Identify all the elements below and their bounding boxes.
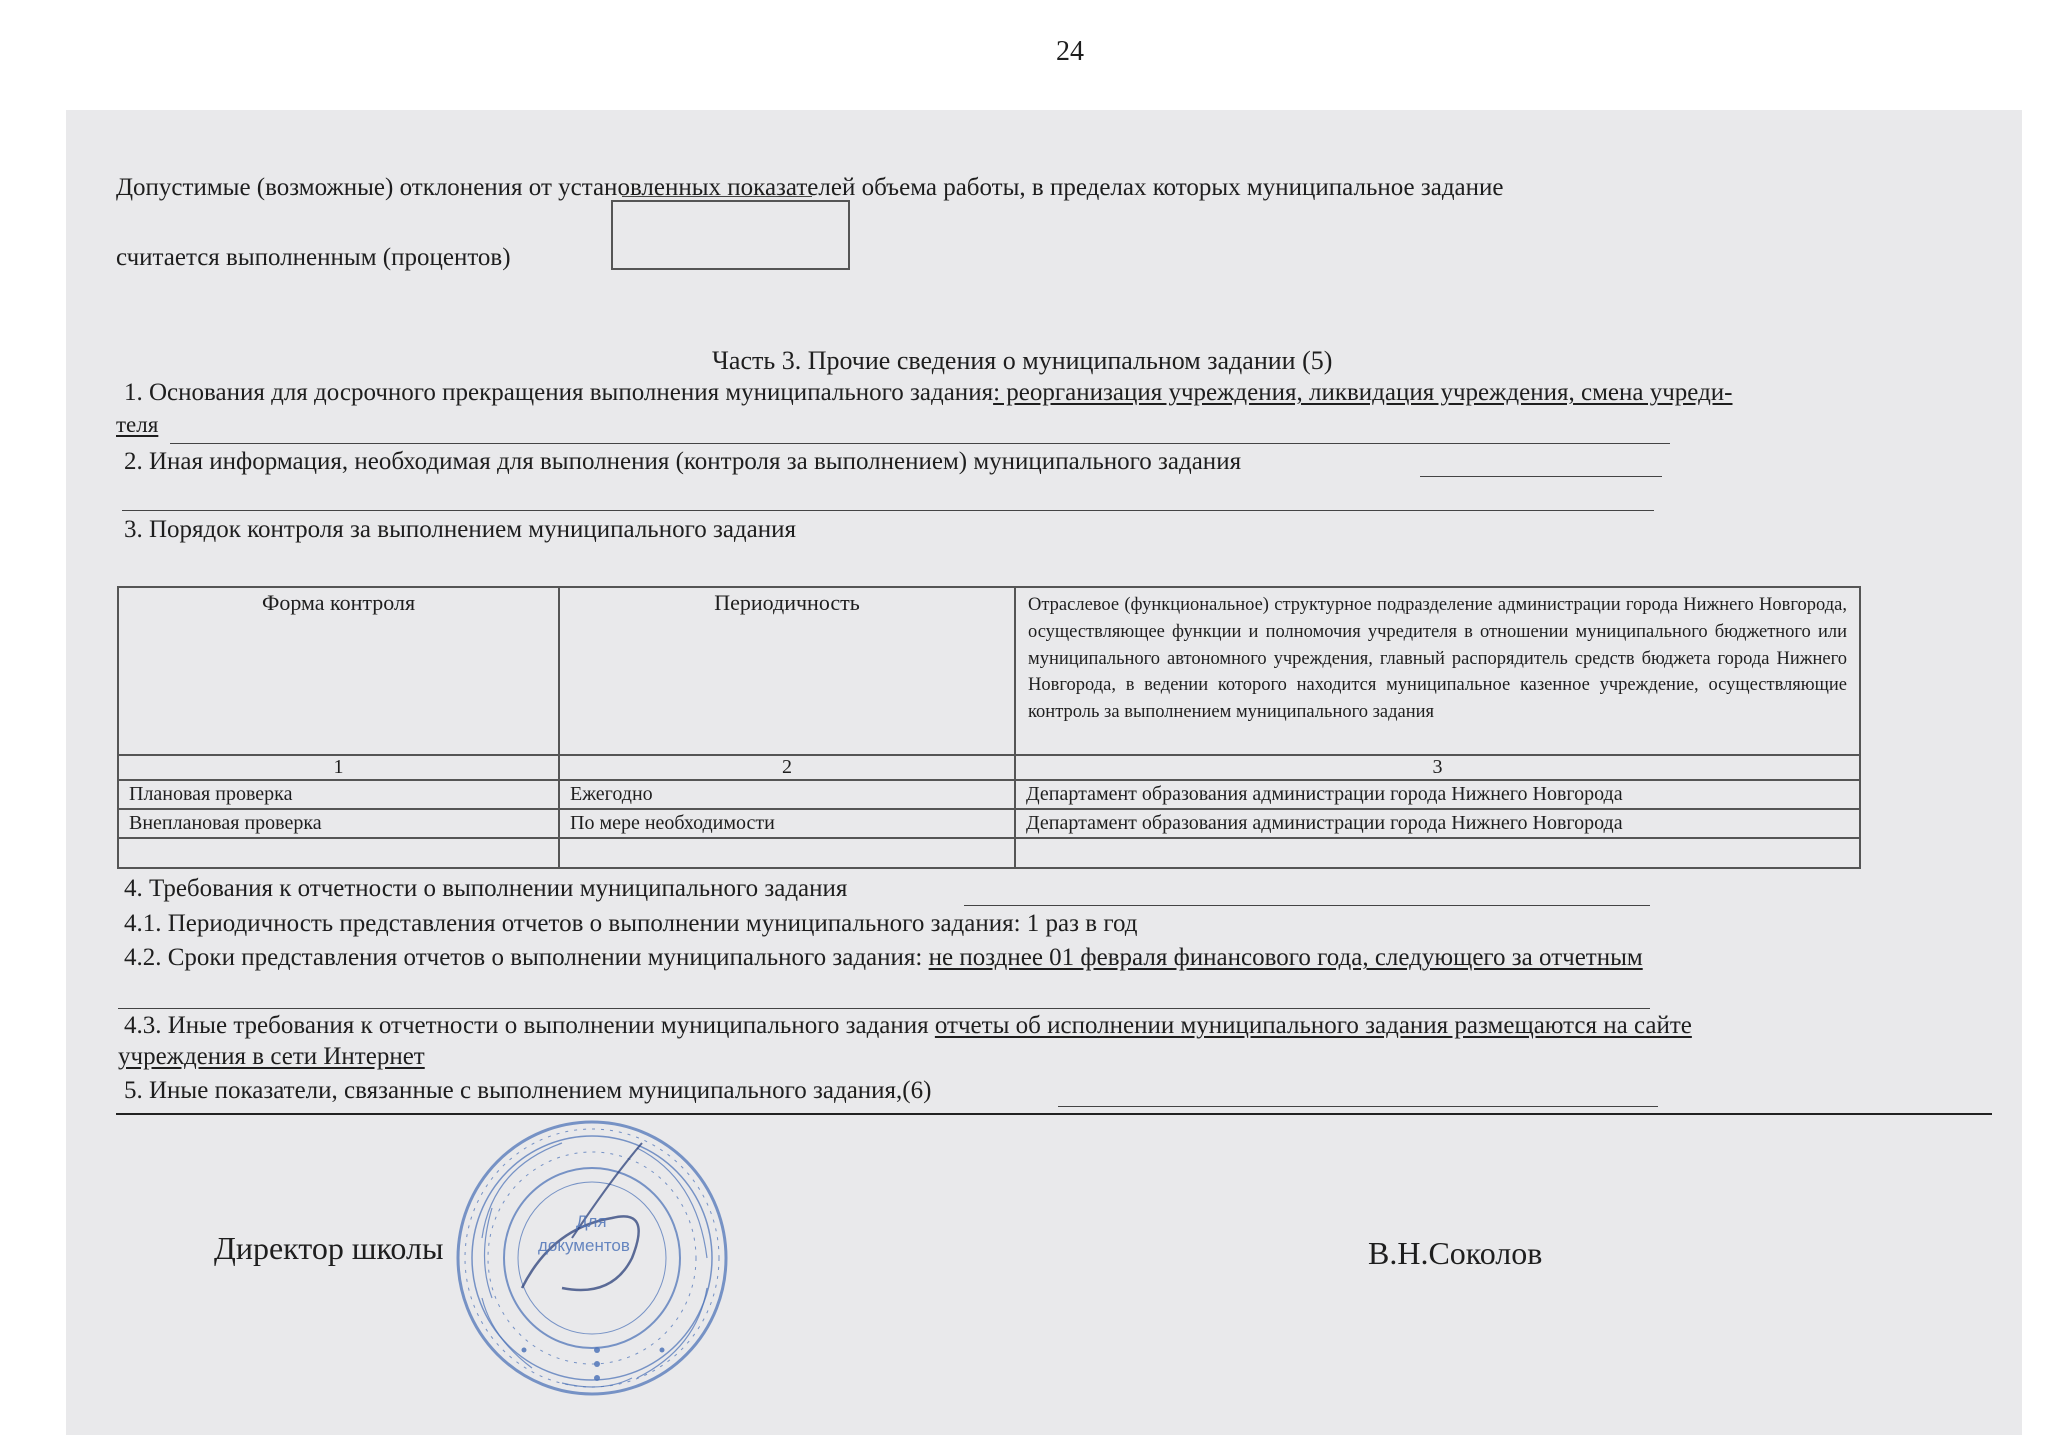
part3-item2-rule — [122, 510, 1654, 511]
part3-item1-value-cont: теля — [116, 412, 159, 437]
control-table-header-department: Отраслевое (функциональное) структурное подразделение администрации города Нижнего Новгорода, осуществляющее функции и полномочия учредителя в отношении муниципального бюджетного или муниципального автономного учреждения, главный распорядитель средств бюджета города Нижнего Новгорода, в ведении которого находится муниципальное казенное учреждение, осуществляющие контроль за выполнением муниципального задания — [1015, 587, 1860, 755]
control-table-header-periodicity: Периодичность — [559, 587, 1015, 755]
control-table-header-form: Форма контроля — [118, 587, 559, 755]
table-cell: Плановая проверка — [118, 780, 559, 809]
reporting-item4-2-label: 4.2. Сроки представления отчетов о выполнении муниципального задания: — [124, 944, 929, 971]
reporting-bottom-rule — [116, 1113, 1992, 1115]
control-table — [117, 586, 1861, 869]
deviation-percent-box[interactable] — [611, 200, 850, 270]
part3-item2-fill-rule — [1420, 476, 1662, 477]
part3-item1-rule — [170, 443, 1670, 444]
table-cell — [1015, 838, 1860, 868]
stamp-text-2: документов — [538, 1236, 630, 1255]
control-table-header-row — [118, 587, 1860, 755]
table-cell: Департамент образования администрации города Нижнего Новгорода — [1015, 809, 1860, 838]
reporting-item4-1: 4.1. Периодичность представления отчетов о выполнении муниципального задания: 1 раз в год — [124, 910, 1138, 937]
deviation-text-line2: считается выполненным (процентов) — [116, 244, 511, 271]
table-row — [118, 809, 1860, 838]
signer-name: В.Н.Соколов — [1368, 1235, 1543, 1271]
part3-title: Часть 3. Прочие сведения о муниципальном задании (5) — [712, 346, 1333, 375]
part3-item3-label: 3. Порядок контроля за выполнением муниципального задания — [124, 516, 797, 543]
part3-item1 — [124, 379, 1733, 407]
table-cell — [118, 838, 559, 868]
reporting-item4-3-label: 4.3. Иные требования к отчетности о выполнении муниципального задания — [124, 1012, 935, 1039]
page-number: 24 — [1056, 36, 1084, 67]
reporting-item4-3-value: отчеты об исполнении муниципального задания размещаются на сайте — [934, 1012, 1692, 1039]
reporting-item4-2-rule — [118, 1008, 1650, 1009]
part3-item1-label: 1. Основания для досрочного прекращения выполнения муниципального задания — [124, 379, 994, 406]
part3-item2-label: 2. Иная информация, необходимая для выполнения (контроля за выполнением) муниципального задания — [124, 448, 1242, 475]
reporting-item4-2 — [124, 944, 1643, 972]
control-table-col-number: 2 — [559, 755, 1015, 780]
reporting-item4-3-value-cont: учреждения в сети Интернет — [118, 1043, 425, 1070]
reporting-item5-fill-rule — [1058, 1106, 1658, 1107]
table-cell: Департамент образования администрации города Нижнего Новгорода — [1015, 780, 1860, 809]
reporting-item4-2-value: не позднее 01 февраля финансового года, следующего за отчетным — [928, 944, 1643, 971]
stamp-text-1: Для — [576, 1212, 607, 1231]
control-table-col-number: 3 — [1015, 755, 1860, 780]
director-title: Директор школы — [214, 1230, 444, 1266]
control-table-number-row — [118, 755, 1860, 780]
reporting-item4: 4. Требования к отчетности о выполнении муниципального задания — [124, 875, 848, 902]
reporting-item5: 5. Иные показатели, связанные с выполнением муниципального задания,(6) — [124, 1077, 932, 1104]
table-cell: Ежегодно — [559, 780, 1015, 809]
control-table-col-number: 1 — [118, 755, 559, 780]
table-row — [118, 838, 1860, 868]
reporting-item4-rule — [964, 905, 1650, 906]
seal-stamp-icon — [452, 1118, 732, 1398]
reporting-item4-3 — [124, 1012, 1692, 1040]
deviation-underline — [622, 196, 812, 197]
table-row — [118, 780, 1860, 809]
deviation-text-line1: Допустимые (возможные) отклонения от установленных показателей объема работы, в пределах которых муниципальное задание — [116, 174, 1504, 201]
table-cell: По мере необходимости — [559, 809, 1015, 838]
table-cell — [559, 838, 1015, 868]
part3-item1-value: : реорганизация учреждения, ликвидация учреждения, смена учреди- — [993, 379, 1733, 406]
table-cell: Внеплановая проверка — [118, 809, 559, 838]
